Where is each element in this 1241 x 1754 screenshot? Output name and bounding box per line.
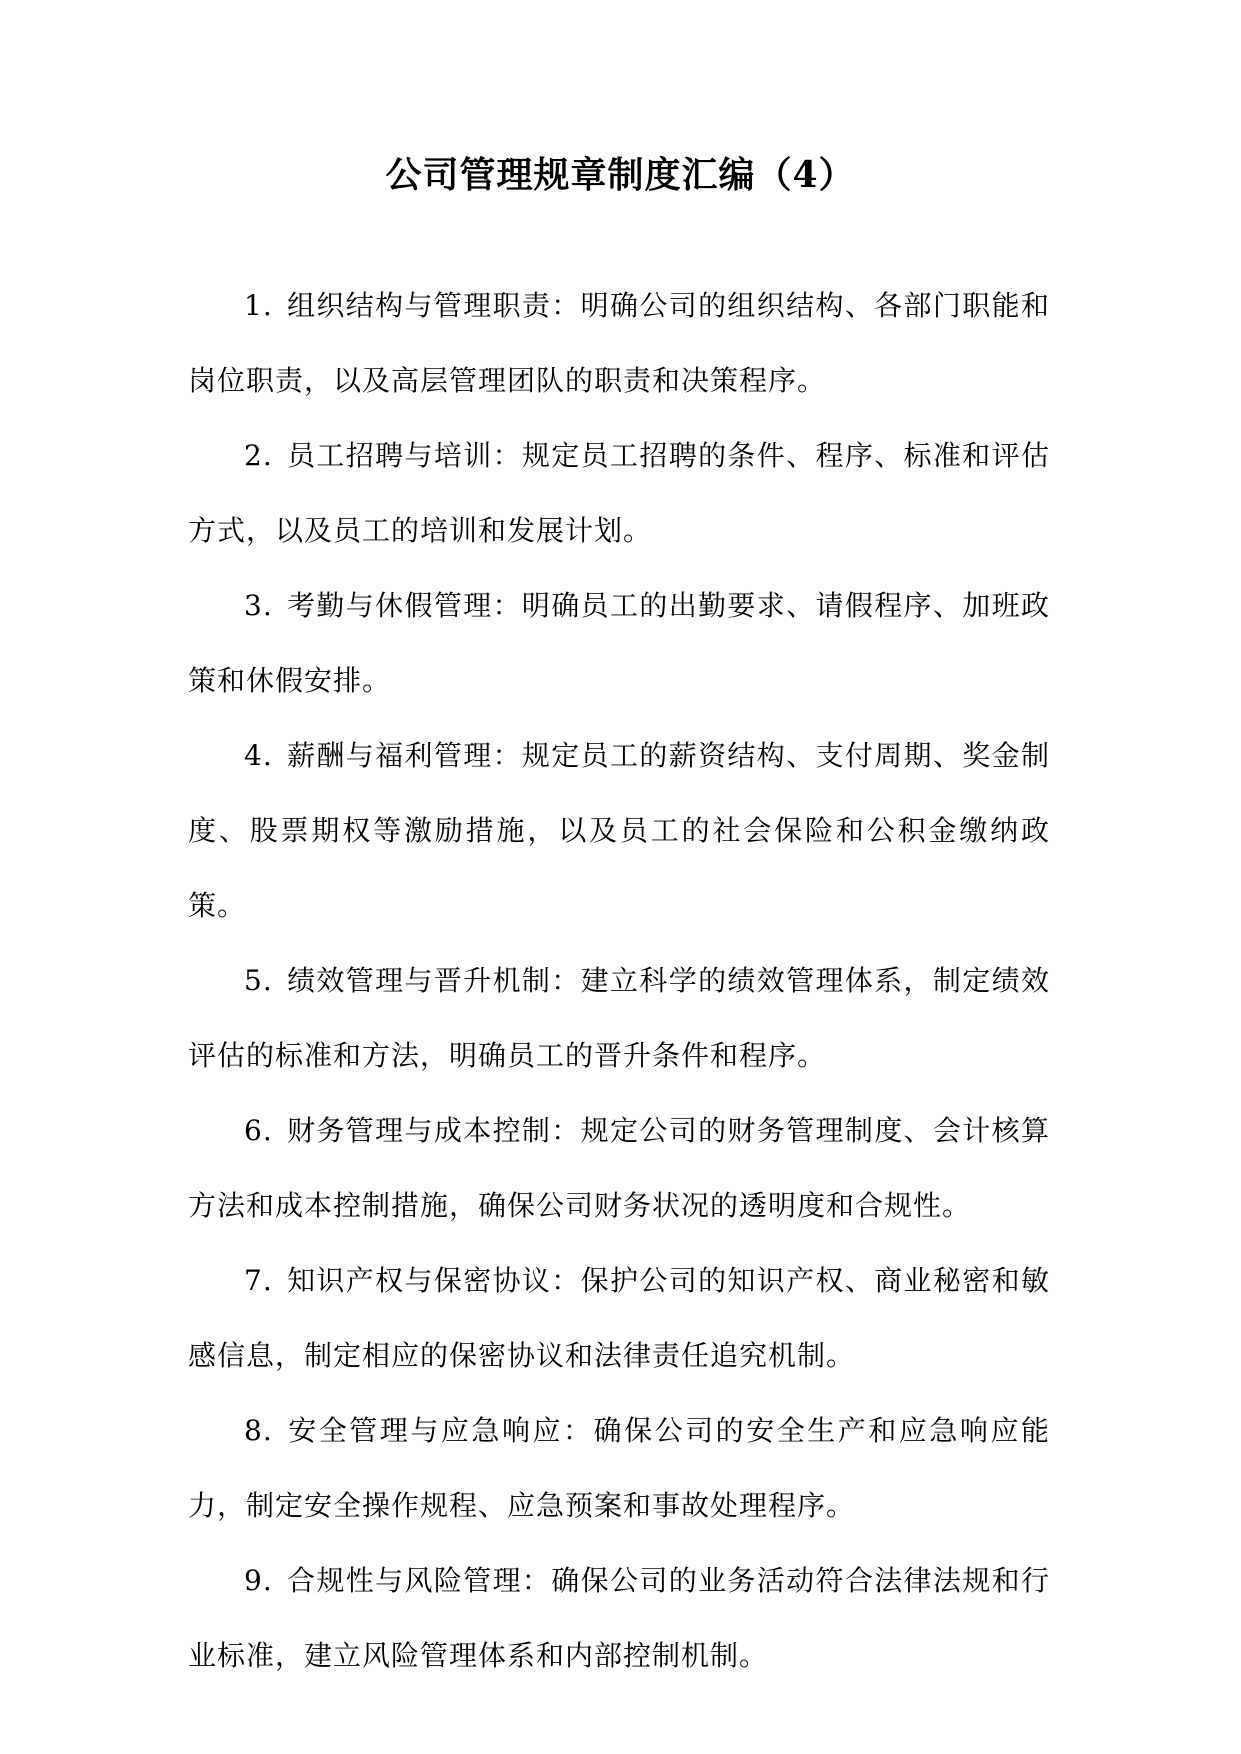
list-item: [188, 418, 1050, 568]
document-title: 公司管理规章制度汇编（4）: [385, 154, 856, 196]
item-text: 绩效管理与晋升机制：建立科学的绩效管理体系，制定绩效评估的标准和方法，明确员工的晋升条件和程序。: [188, 964, 1050, 1072]
item-number: 6.: [244, 1114, 273, 1147]
item-number: 9.: [244, 1564, 273, 1597]
item-text: 组织结构与管理职责：明确公司的组织结构、各部门职能和岗位职责，以及高层管理团队的职责和决策程序。: [188, 289, 1050, 397]
item-text: 考勤与休假管理：明确员工的出勤要求、请假程序、加班政策和休假安排。: [188, 589, 1050, 697]
list-item: [188, 1543, 1050, 1693]
list-item: [188, 1093, 1050, 1243]
item-text: 知识产权与保密协议：保护公司的知识产权、商业秘密和敏感信息，制定相应的保密协议和法律责任追究机制。: [188, 1264, 1050, 1372]
item-number: 5.: [244, 964, 273, 997]
item-number: 4.: [244, 739, 273, 772]
item-text: 薪酬与福利管理：规定员工的薪资结构、支付周期、奖金制度、股票期权等激励措施，以及员工的社会保险和公积金缴纳政策。: [188, 739, 1050, 922]
item-text: 安全管理与应急响应：确保公司的安全生产和应急响应能力，制定安全操作规程、应急预案和事故处理程序。: [188, 1414, 1050, 1522]
item-number: 8.: [244, 1414, 273, 1447]
item-number: 7.: [244, 1264, 273, 1297]
item-number: 3.: [244, 589, 273, 622]
list-item: [188, 718, 1050, 943]
item-number: 1.: [244, 289, 273, 322]
list-item: [188, 268, 1050, 418]
item-number: 2.: [244, 439, 273, 472]
list-item: [188, 943, 1050, 1093]
document-body: [188, 268, 1050, 1693]
item-text: 财务管理与成本控制：规定公司的财务管理制度、会计核算方法和成本控制措施，确保公司财务状况的透明度和合规性。: [188, 1114, 1050, 1222]
item-text: 合规性与风险管理：确保公司的业务活动符合法律法规和行业标准，建立风险管理体系和内部控制机制。: [188, 1564, 1050, 1672]
list-item: [188, 568, 1050, 718]
list-item: [188, 1243, 1050, 1393]
list-item: [188, 1393, 1050, 1543]
item-text: 员工招聘与培训：规定员工招聘的条件、程序、标准和评估方式，以及员工的培训和发展计划。: [188, 439, 1050, 547]
